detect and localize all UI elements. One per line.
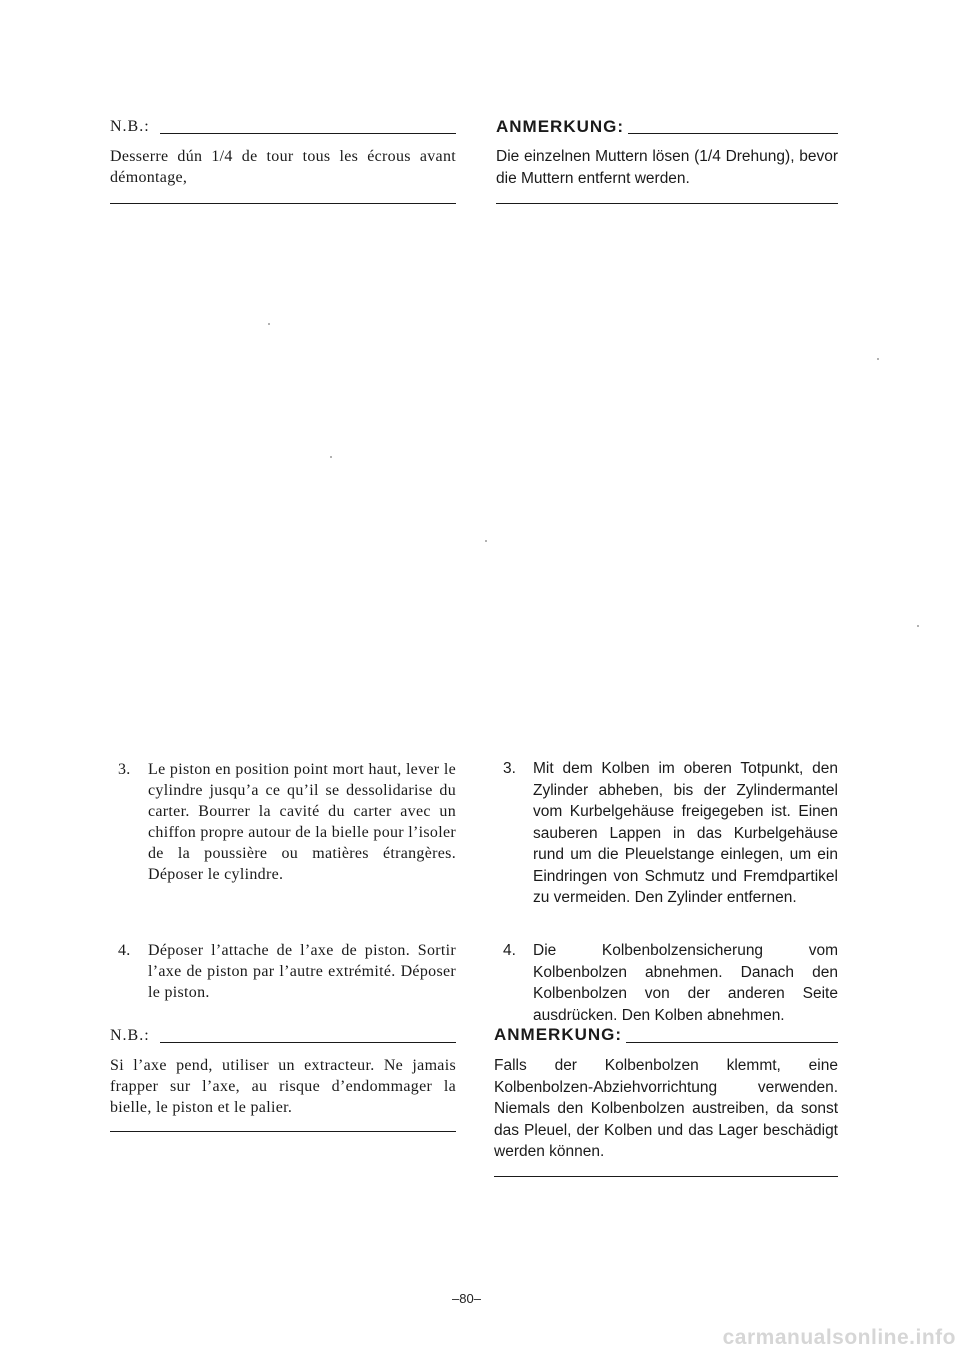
right-step4-number: 4. <box>503 942 516 959</box>
scan-speck <box>268 323 270 325</box>
left-note1-end-rule <box>110 203 456 204</box>
right-note2-label-rule <box>626 1042 838 1043</box>
page-number: –80– <box>452 1291 481 1306</box>
left-note2-label-rule <box>160 1042 456 1043</box>
scan-speck <box>877 358 879 360</box>
right-note1-end-rule <box>496 203 838 204</box>
right-note2-text: Falls der Kolbenbolzen klemmt, eine Kolbenbolzen-Abziehvorrichtung verwenden. Niemals den Kolbenbolzen austreiben, da sonst das Pleuel, der Kolben und das Lager beschädigt werden können. <box>494 1057 838 1160</box>
right-note2-end-rule <box>494 1176 838 1177</box>
right-note1-label-rule <box>628 133 838 134</box>
right-step4-text: Die Kolbenbolzensicherung vom Kolbenbolzen abnehmen. Danach den Kolbenbolzen von der anderen Seite ausdrücken. Den Kolben abnehmen. <box>533 942 838 1024</box>
scan-speck <box>917 625 919 627</box>
left-note1-label: N.B.: <box>110 118 150 135</box>
left-step3-number: 3. <box>118 761 131 778</box>
left-step3-text: Le piston en position point mort haut, lever le cylindre jusqu’a ce qu’il se dessolidarise du carter. Bourrer la cavité du carter avec un chiffon propre autour de la bielle pour l’isoler de la poussière ou matières étrangères. Déposer le cylindre. <box>148 761 456 883</box>
left-note2-end-rule <box>110 1131 456 1132</box>
scan-speck <box>330 456 332 458</box>
left-note1-label-rule <box>160 133 456 134</box>
watermark-text: carmanualsonline.info <box>722 1326 956 1349</box>
left-note1-text: Desserre dún 1/4 de tour tous les écrous avant démontage, <box>110 148 456 186</box>
right-note1-label: ANMERKUNG: <box>496 117 625 136</box>
right-note1-text: Die einzelnen Muttern lösen (1/4 Drehung), bevor die Muttern entfernt werden. <box>496 148 838 187</box>
right-note2-label: ANMERKUNG: <box>494 1025 623 1044</box>
left-step4-number: 4. <box>118 942 131 959</box>
left-note2-label: N.B.: <box>110 1027 150 1044</box>
left-note2-text: Si l’axe pend, utiliser un extracteur. Ne jamais frapper sur l’axe, au risque d’endommager la bielle, le piston et le palier. <box>110 1057 456 1116</box>
right-step3-text: Mit dem Kolben im oberen Totpunkt, den Zylinder abheben, bis der Zylindermantel vom Kurbelgehäuse freigegeben ist. Einen sauberen Lappen in das Kurbelgehäuse rund um die Pleuelstange einlegen, um ein Eindringen von Schmutz und Fremdpartikel zu vermeiden. Den Zylinder entfernen. <box>533 760 838 906</box>
left-step4-text: Déposer l’attache de l’axe de piston. Sortir l’axe de piston par l’autre extrémité. Déposer le piston. <box>148 942 456 1001</box>
scan-speck <box>485 540 487 542</box>
right-step3-number: 3. <box>503 760 516 777</box>
